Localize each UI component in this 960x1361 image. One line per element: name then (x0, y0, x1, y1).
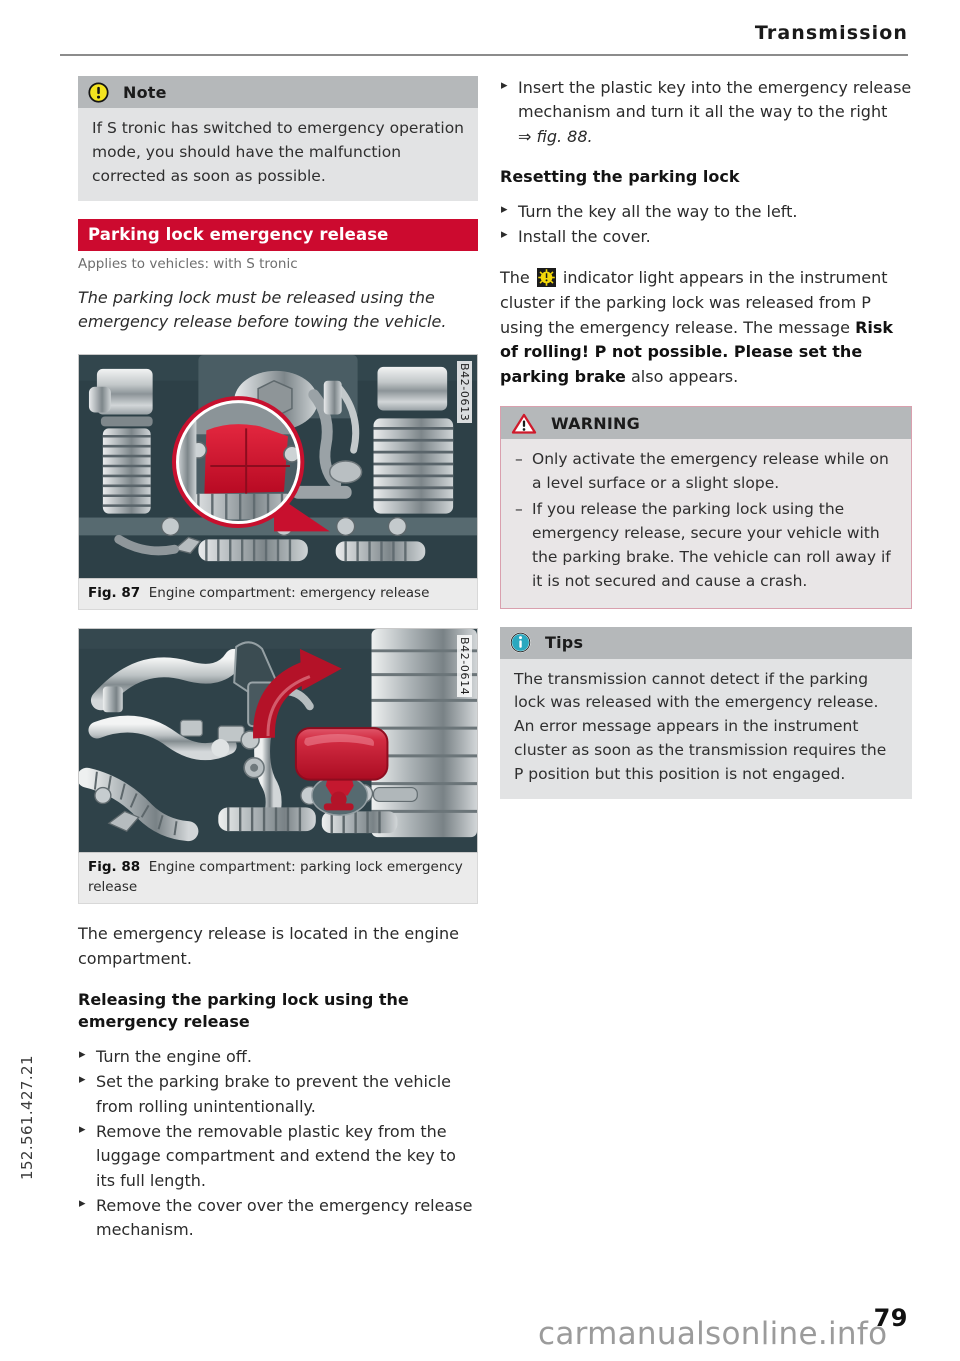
warning-callout-label: WARNING (551, 413, 640, 433)
list-item (500, 76, 912, 149)
exclamation-circle-icon (88, 82, 109, 103)
site-watermark: carmanualsonline.info (538, 1316, 888, 1352)
applies-to-note: Applies to vehicles: with S tronic (78, 255, 298, 272)
figure-87-label: Fig. 87 (88, 584, 141, 601)
indicator-light-paragraph (500, 266, 912, 389)
indicator-paragraph-mid: indicator light appears in the instrument cluster if the parking lock was released from P using the emergency release. The message (500, 268, 888, 337)
releasing-steps-list (78, 1045, 478, 1243)
engine-compartment-illustration-2 (79, 629, 477, 852)
tips-callout-label: Tips (545, 633, 584, 653)
insert-key-step-text: Insert the plastic key into the emergency release mechanism and turn it all the way to the right (518, 78, 912, 122)
tips-callout-header (500, 627, 912, 659)
page-number: 79 (873, 1304, 908, 1332)
gear-warning-indicator-icon (537, 268, 556, 287)
instrument-cluster-message: Risk of rolling! P not possible. Please set the parking brake (500, 317, 894, 386)
indicator-paragraph-pre: The (500, 268, 535, 288)
list-item: – If you release the parking lock using the emergency release, secure your vehicle with the parking brake. The vehicle can roll away if it is not secured and cause a crash. (515, 498, 897, 593)
list-item: ▸ Turn the engine off. (78, 1045, 478, 1069)
note-callout (78, 76, 478, 201)
figure-87-image (78, 354, 478, 579)
figure-87 (78, 354, 478, 611)
warning-callout-body (501, 439, 911, 607)
figure-87-caption (78, 579, 478, 611)
figure-87-code: B42-0613 (458, 362, 471, 421)
list-item: ▸ Install the cover. (500, 225, 912, 249)
list-item: ▸ Set the parking brake to prevent the vehicle from rolling unintentionally. (78, 1070, 478, 1119)
tips-callout-body: The transmission cannot detect if the parking lock was released with the emergency release. An error message appears in the instrument cluster as soon as the transmission requires the P position but this position is not engaged. (500, 659, 912, 799)
warning-items-list (515, 448, 897, 593)
info-circle-icon (510, 632, 531, 653)
document-part-number: 152.561.427.21 (18, 1055, 36, 1180)
page-header (60, 22, 908, 44)
tips-callout (500, 627, 912, 799)
cross-reference-arrow-icon: ⇒ (518, 126, 532, 146)
list-item: ▸ Turn the key all the way to the left. (500, 200, 912, 224)
figure-cross-reference: fig. 88. (536, 126, 593, 146)
list-item: ▸ Remove the cover over the emergency release mechanism. (78, 1194, 478, 1243)
warning-triangle-icon (511, 413, 537, 434)
subheading-releasing-parking-lock: Releasing the parking lock using the emergency release (78, 989, 409, 1032)
warning-callout (500, 406, 912, 608)
figure-88-label: Fig. 88 (88, 859, 141, 876)
figure-87-caption-text: Engine compartment: emergency release (148, 584, 430, 601)
list-item: ▸ Remove the removable plastic key from the luggage compartment and extend the key to its full length. (78, 1120, 478, 1193)
figure-88-caption-text: Engine compartment: parking lock emergency release (88, 859, 463, 895)
subheading-resetting-parking-lock: Resetting the parking lock (500, 166, 740, 186)
section-banner: Parking lock emergency release (78, 219, 478, 251)
emergency-release-location-paragraph: The emergency release is located in the engine compartment. (78, 924, 459, 968)
engine-compartment-illustration-1 (79, 355, 477, 578)
warning-callout-header (501, 407, 911, 439)
figure-88 (78, 628, 478, 904)
note-callout-body: If S tronic has switched to emergency operation mode, you should have the malfunction corrected as soon as possible. (78, 108, 478, 201)
indicator-paragraph-post: also appears. (625, 366, 739, 386)
left-column (78, 76, 478, 1259)
figure-88-image (78, 628, 478, 853)
page-title: Transmission (754, 22, 908, 44)
right-column (500, 76, 912, 817)
figure-88-code: B42-0614 (458, 637, 471, 696)
insert-key-step-list (500, 76, 912, 149)
resetting-steps-list (500, 200, 912, 250)
note-callout-header (78, 76, 478, 108)
figure-88-caption (78, 853, 478, 904)
list-item: – Only activate the emergency release while on a level surface or a slight slope. (515, 448, 897, 496)
note-callout-label: Note (123, 82, 167, 102)
header-divider (60, 54, 908, 56)
section-lead-text: The parking lock must be released using the emergency release before towing the vehicle. (78, 287, 447, 331)
